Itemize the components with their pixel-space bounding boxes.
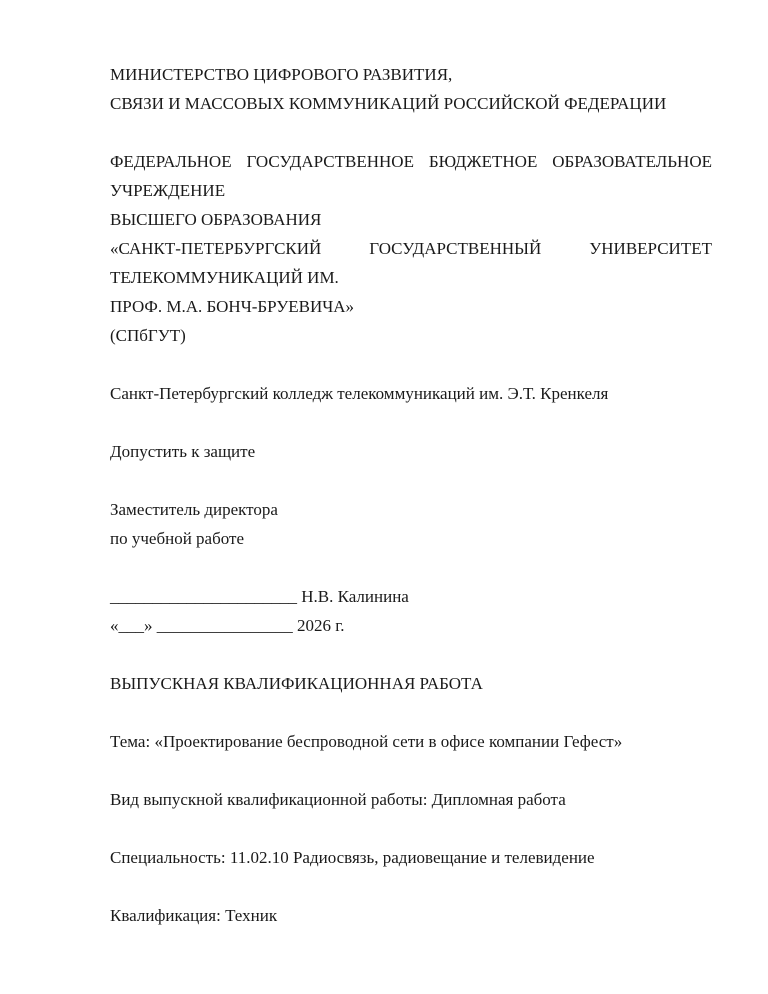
institution-line-3: ВЫСШЕГО ОБРАЗОВАНИЯ xyxy=(110,210,322,229)
institution-line-2: УЧРЕЖДЕНИЕ xyxy=(110,181,226,200)
spacer xyxy=(110,408,712,437)
spacer xyxy=(110,872,712,901)
spacer xyxy=(110,698,712,727)
signature-line: ______________________ Н.В. Калинина xyxy=(110,587,409,606)
specialty-line: Специальность: 11.02.10 Радиосвязь, радиовещание и телевидение xyxy=(110,848,595,867)
qualification-line: Квалификация: Техник xyxy=(110,906,278,925)
institution-line-6: ПРОФ. М.А. БОНЧ-БРУЕВИЧА» xyxy=(110,297,355,316)
spacer xyxy=(110,553,712,582)
spacer xyxy=(110,640,712,669)
title-page-content xyxy=(110,60,712,930)
institution-line-5: ТЕЛЕКОММУНИКАЦИЙ ИМ. xyxy=(110,268,339,287)
ministry-line-1: МИНИСТЕРСТВО ЦИФРОВОГО РАЗВИТИЯ, xyxy=(110,65,453,84)
institution-line-1: ФЕДЕРАЛЬНОЕ ГОСУДАРСТВЕННОЕ БЮДЖЕТНОЕ ОБРАЗОВАТЕЛЬНОЕ xyxy=(110,152,712,171)
institution-line-4: «САНКТ-ПЕТЕРБУРГСКИЙ ГОСУДАРСТВЕННЫЙ УНИВЕРСИТЕТ xyxy=(110,239,712,258)
spacer xyxy=(110,814,712,843)
spacer xyxy=(110,756,712,785)
work-type-line: Вид выпускной квалификационной работы: Дипломная работа xyxy=(110,790,566,809)
approver-title-line-2: по учебной работе xyxy=(110,529,244,548)
college-line: Санкт-Петербургский колледж телекоммуникаций им. Э.Т. Кренкеля xyxy=(110,384,609,403)
spacer xyxy=(110,118,712,147)
spacer xyxy=(110,466,712,495)
date-line: «___» ________________ 2026 г. xyxy=(110,616,345,635)
admit-to-defense-line: Допустить к защите xyxy=(110,442,256,461)
institution-abbreviation: (СПбГУТ) xyxy=(110,326,186,345)
work-title: ВЫПУСКНАЯ КВАЛИФИКАЦИОННАЯ РАБОТА xyxy=(110,674,483,693)
theme-line: Тема: «Проектирование беспроводной сети в офисе компании Гефест» xyxy=(110,732,623,751)
ministry-line-2: СВЯЗИ И МАССОВЫХ КОММУНИКАЦИЙ РОССИЙСКОЙ ФЕДЕРАЦИИ xyxy=(110,94,667,113)
approver-title-line-1: Заместитель директора xyxy=(110,500,278,519)
spacer xyxy=(110,350,712,379)
